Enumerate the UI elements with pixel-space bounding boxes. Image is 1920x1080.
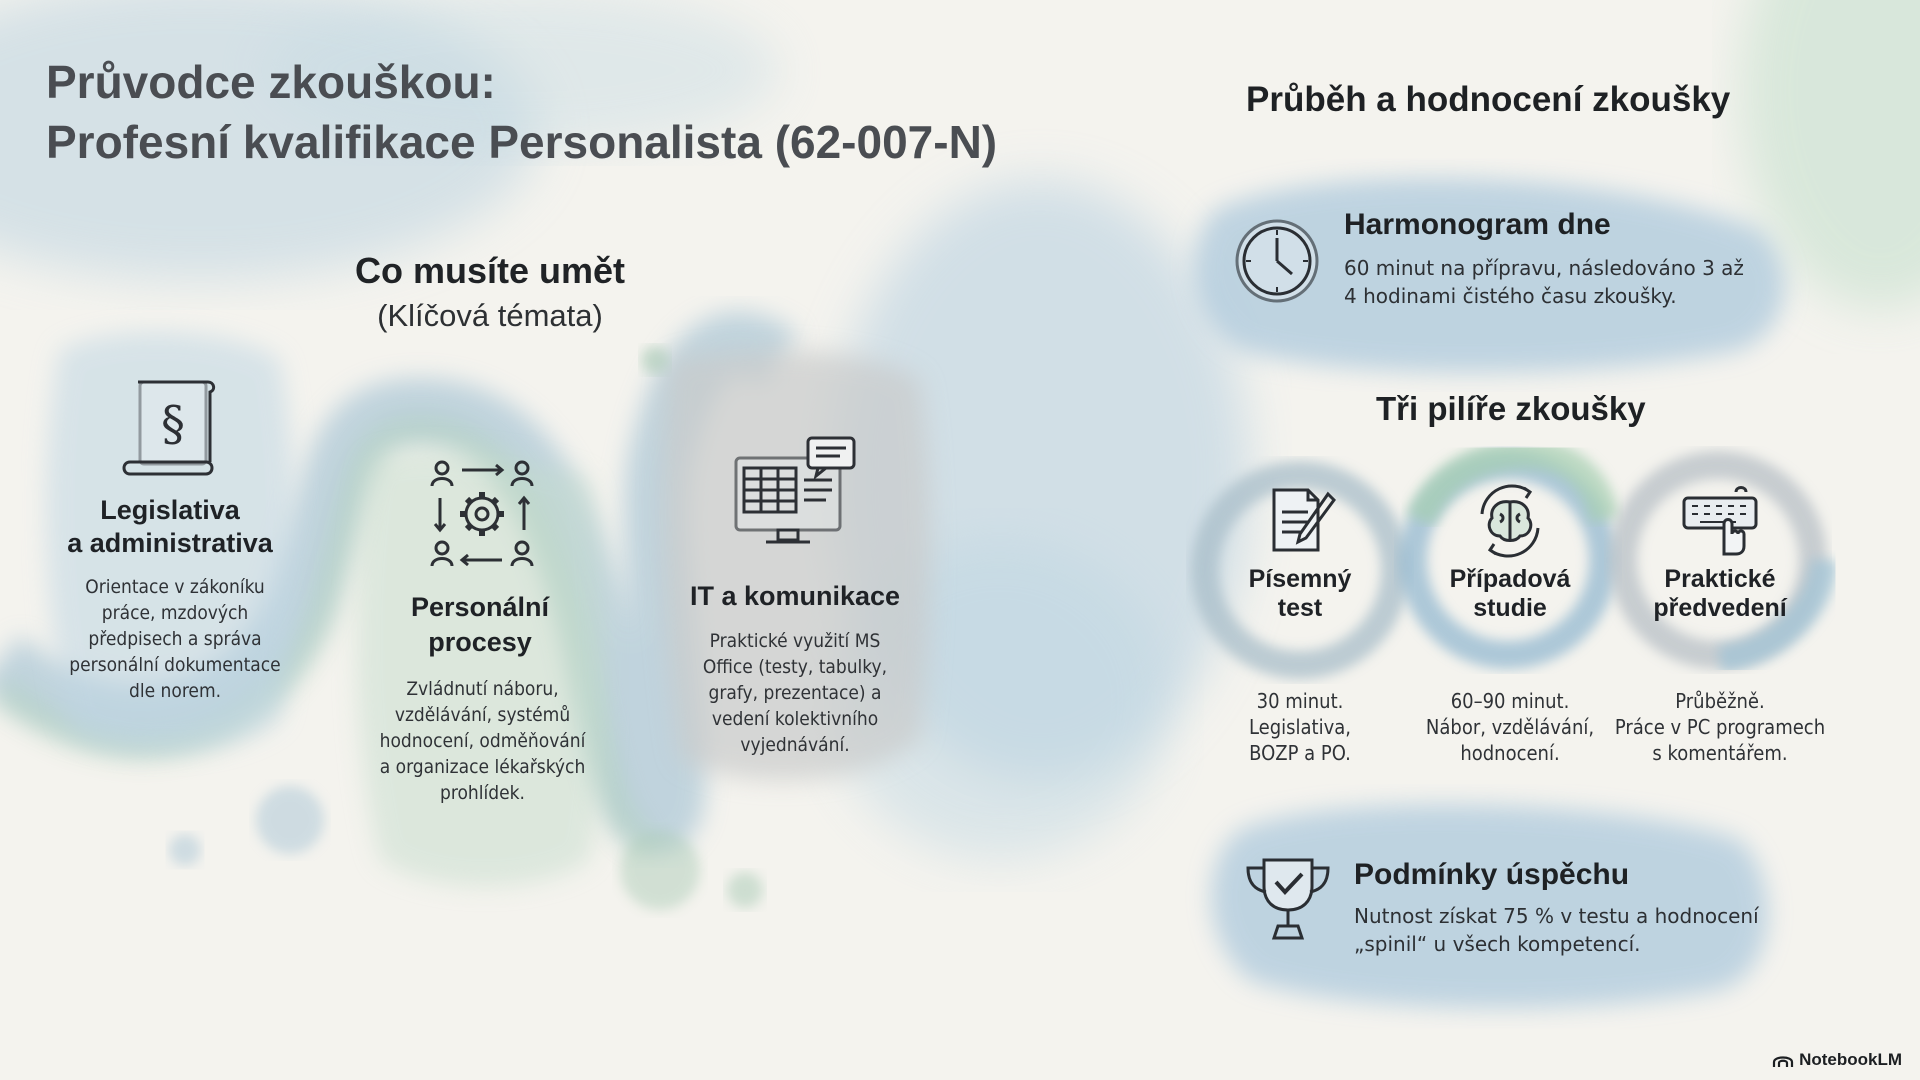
pillar-1-title [1220, 565, 1380, 623]
topic-2-desc-line: vzdělávání, systémů [394, 704, 571, 726]
pillar-3-desc-line: Práce v PC programech [1614, 715, 1826, 739]
pillar-3-desc [1600, 688, 1840, 766]
topic-2-title-line: Personální [410, 592, 550, 622]
topic-1-desc-line: dle norem. [128, 680, 222, 702]
clock-icon [1232, 216, 1322, 306]
pillar-2-desc-line: Nábor, vzdělávání, [1425, 715, 1595, 739]
topic-2-title [365, 590, 595, 660]
svg-text:§: § [161, 396, 185, 452]
pillar-2-title [1430, 565, 1590, 623]
people-gear-icon [426, 458, 538, 570]
schedule-title: Harmonogram dne [1344, 208, 1611, 241]
topic-1-desc-line: Orientace v zákoníku [85, 576, 265, 598]
topic-3-desc-line: vedení kolektivního [711, 708, 879, 730]
schedule-desc [1344, 254, 1744, 310]
topic-3-title [670, 580, 920, 613]
topics-title: Co musíte umět [354, 250, 626, 291]
topic-3-desc [670, 628, 920, 758]
page-title [46, 52, 997, 172]
brand-badge [1772, 1050, 1902, 1070]
topic-3-desc-line: Praktické využití MS [709, 630, 881, 652]
topic-1-desc-line: personální dokumentace [69, 654, 281, 676]
pillar-2-desc-line: hodnocení. [1460, 741, 1560, 765]
topic-1-desc-line: práce, mzdových [101, 602, 249, 624]
pillar-1-title-line: Písemný [1248, 565, 1352, 593]
success-desc-line: Nutnost získat 75 % v testu a hodnocení [1354, 904, 1759, 928]
brain-cycle-icon [1470, 484, 1550, 558]
brand-label: NotebookLM [1799, 1050, 1902, 1069]
topic-2-title-line: procesy [428, 627, 532, 657]
topic-2-desc-line: prohlídek. [440, 782, 525, 804]
schedule-desc-line: 60 minut na přípravu, následováno 3 až [1344, 256, 1744, 280]
document-pen-icon [1268, 484, 1338, 556]
topic-1-desc [40, 574, 310, 704]
pillar-2-desc [1410, 688, 1610, 766]
topic-3-desc-line: vyjednávání. [740, 734, 850, 756]
topic-2-desc-line: Zvládnutí náboru, [406, 678, 559, 700]
topics-subtitle: (Klíčová témata) [377, 298, 603, 333]
topic-3-title-line: IT a komunikace [689, 581, 901, 611]
topic-1-title-line: Legislativa [100, 495, 240, 525]
topic-1-desc-line: předpisech a správa [88, 628, 262, 650]
topic-1-title-line: a administrativa [67, 528, 273, 558]
success-title: Podmínky úspěchu [1354, 858, 1630, 891]
pillar-3-desc-line: Průběžně. [1675, 689, 1765, 713]
computer-chat-icon [732, 436, 860, 550]
schedule-desc-line: 4 hodinami čistého času zkoušky. [1344, 284, 1677, 308]
pillar-1-desc-line: Legislativa, [1248, 715, 1351, 739]
title-line-1: Průvodce zkouškou: [46, 56, 496, 108]
topic-2-desc-line: a organizace lékařských [379, 756, 586, 778]
topic-3-desc-line: grafy, prezentace) a [708, 682, 882, 704]
pillar-2-desc-line: 60–90 minut. [1450, 689, 1570, 713]
keyboard-hand-icon [1680, 484, 1760, 558]
topic-2-desc-line: hodnocení, odměňování [379, 730, 586, 752]
trophy-check-icon [1240, 852, 1336, 948]
topics-heading [300, 250, 680, 334]
pillar-3-title [1630, 565, 1810, 623]
pillar-3-desc-line: s komentářem. [1652, 741, 1788, 765]
pillar-3-title-line: předvedení [1653, 594, 1787, 622]
paragraph-scroll-icon [118, 372, 228, 482]
pillars-heading: Tři pilíře zkoušky [1376, 390, 1646, 427]
pillar-1-desc-line: BOZP a PO. [1249, 741, 1351, 765]
topic-2-desc [355, 676, 610, 806]
pillar-1-desc-line: 30 minut. [1256, 689, 1344, 713]
topic-3-desc-line: Office (testy, tabulky, [702, 656, 888, 678]
pillar-1-desc [1210, 688, 1390, 766]
pillar-1-title-line: test [1277, 594, 1323, 622]
pillar-2-title-line: studie [1473, 594, 1547, 622]
pillar-2-title-line: Případová [1449, 565, 1571, 593]
success-desc [1354, 902, 1759, 958]
success-desc-line: „spinil“ u všech kompetencí. [1354, 932, 1641, 956]
exam-heading: Průběh a hodnocení zkoušky [1246, 80, 1731, 119]
title-line-2: Profesní kvalifikace Personalista (62-007-N) [46, 116, 998, 168]
notebooklm-logo-icon [1772, 1052, 1794, 1068]
topic-1-title [50, 494, 290, 560]
pillar-3-title-line: Praktické [1664, 565, 1776, 593]
